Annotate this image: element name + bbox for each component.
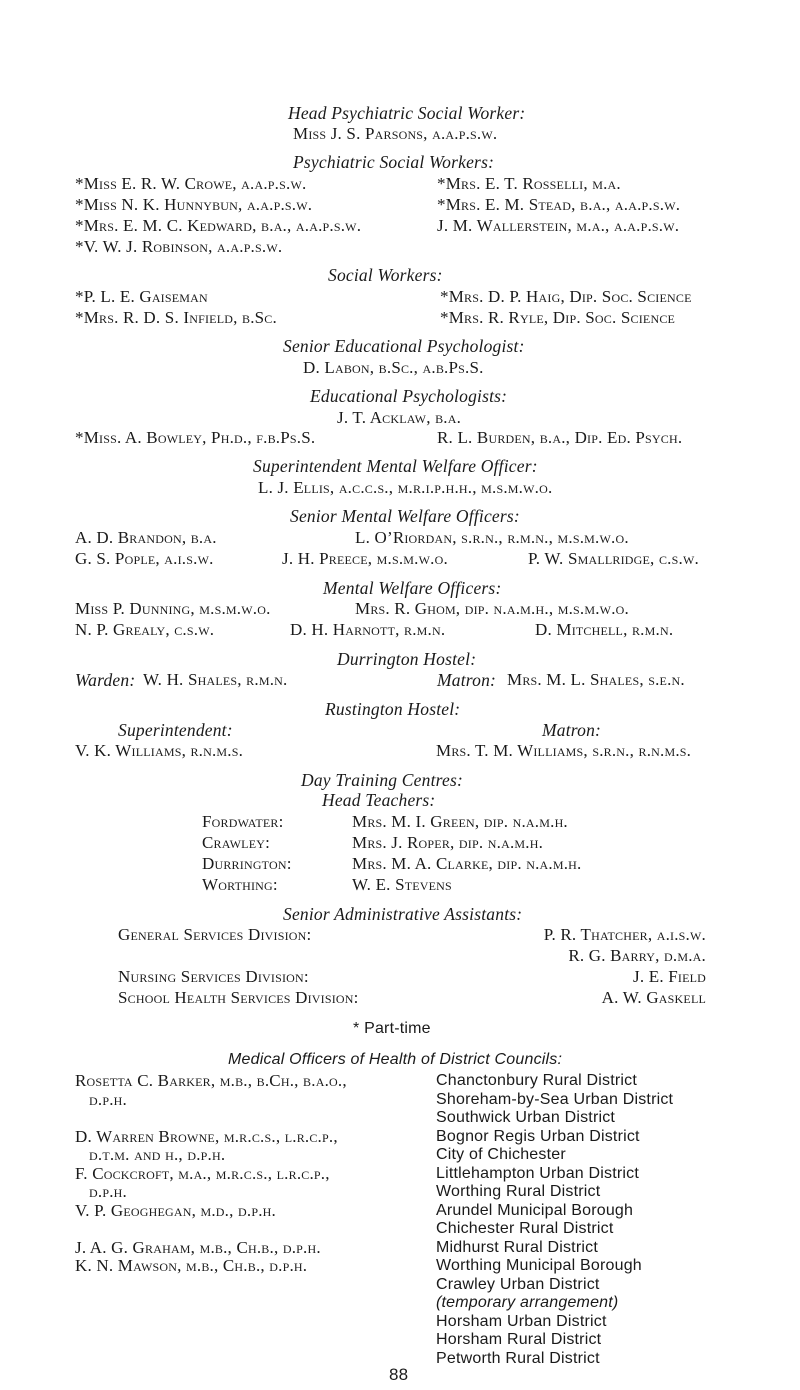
warden-label: Warden:: [75, 670, 136, 690]
sw-right-2: *Mrs. R. Ryle, Dip. Soc. Science: [440, 308, 676, 327]
moh-district-note: (temporary arrangement): [436, 1294, 619, 1311]
dtc-place-3: Durrington:: [202, 854, 292, 873]
dtc-place-2: Crawley:: [202, 833, 271, 852]
moh-district-6: Littlehampton Urban District: [436, 1164, 640, 1182]
moh-left-9: K. N. Mawson, m.b., Ch.b., d.p.h.: [75, 1256, 308, 1275]
heading-mwo: Mental Welfare Officers:: [323, 578, 502, 598]
gen-services-name-1: P. R. Thatcher, a.i.s.w.: [543, 925, 706, 944]
heading-head-teachers: Head Teachers:: [322, 790, 436, 810]
heading-senior-admin: Senior Administrative Assistants:: [283, 904, 523, 924]
supt-mwo-name: L. J. Ellis, a.c.c.s., m.r.i.p.h.h., m.s.m.w.o.: [258, 478, 553, 497]
psw-right-1: *Mrs. E. T. Rosselli, m.a.: [437, 174, 621, 193]
mwo-5: D. Mitchell, r.m.n.: [535, 620, 674, 639]
durrington-matron-name: Mrs. M. L. Shales, s.e.n.: [507, 670, 685, 689]
moh-district-2: Shoreham-by-Sea Urban District: [436, 1090, 674, 1108]
sw-left-2: *Mrs. R. D. S. Infield, b.Sc.: [75, 308, 277, 327]
mwo-2: Mrs. R. Ghom, dip. n.a.m.h., m.s.m.w.o.: [355, 599, 629, 618]
senior-mwo-1: A. D. Brandon, b.a.: [75, 528, 217, 547]
moh-district-3: Southwick Urban District: [436, 1109, 616, 1126]
rustington-sup-label: Superintendent:: [118, 720, 233, 740]
dtc-name-1: Mrs. M. I. Green, dip. n.a.m.h.: [352, 812, 568, 831]
heading-rustington-hostel: Rustington Hostel:: [325, 699, 461, 719]
ed-psych-right: R. L. Burden, b.a., Dip. Ed. Psych.: [437, 428, 683, 447]
moh-left-4: d.t.m. and h., d.p.h.: [89, 1145, 226, 1164]
heading-senior-mwo: Senior Mental Welfare Officers:: [290, 506, 520, 526]
dtc-name-3: Mrs. M. A. Clarke, dip. n.a.m.h.: [352, 854, 582, 873]
mwo-3: N. P. Grealy, c.s.w.: [75, 620, 215, 639]
mwo-4: D. H. Harnott, r.m.n.: [290, 620, 446, 639]
dtc-name-4: W. E. Stevens: [352, 875, 452, 894]
psw-left-4: *V. W. J. Robinson, a.a.p.s.w.: [75, 237, 283, 256]
senior-mwo-3: G. S. Pople, a.i.s.w.: [75, 549, 214, 568]
moh-district-7: Worthing Rural District: [436, 1183, 601, 1200]
moh-district-14: Horsham Rural District: [436, 1331, 602, 1348]
moh-district-12: Crawley Urban District: [436, 1275, 600, 1293]
part-time-note: * Part-time: [353, 1020, 431, 1037]
moh-left-7: V. P. Geoghegan, m.d., d.p.h.: [75, 1200, 276, 1220]
ed-psych-left: *Miss. A. Bowley, Ph.d., f.b.Ps.S.: [75, 428, 316, 447]
rustington-matron-name: Mrs. T. M. Williams, s.r.n., r.n.m.s.: [436, 741, 692, 760]
moh-district-11: Worthing Municipal Borough: [436, 1257, 642, 1274]
head-psw-name: Miss J. S. Parsons, a.a.p.s.w.: [293, 124, 498, 143]
psw-left-1: *Miss E. R. W. Crowe, a.a.p.s.w.: [75, 174, 307, 193]
nursing-services-label: Nursing Services Division:: [118, 967, 309, 986]
sw-left-1: *P. L. E. Gaiseman: [75, 287, 208, 306]
heading-durrington-hostel: Durrington Hostel:: [337, 649, 477, 669]
school-health-name: A. W. Gaskell: [601, 988, 706, 1007]
gen-services-name-2: R. G. Barry, d.m.a.: [568, 946, 706, 965]
moh-left-2: d.p.h.: [89, 1089, 127, 1109]
dtc-place-4: Worthing:: [202, 875, 278, 894]
moh-district-4: Bognor Regis Urban District: [436, 1127, 640, 1145]
moh-district-15: Petworth Rural District: [436, 1349, 600, 1367]
ed-psych-center: J. T. Acklaw, b.a.: [337, 408, 462, 427]
heading-psw: Psychiatric Social Workers:: [293, 152, 495, 172]
senior-mwo-5: P. W. Smallridge, c.s.w.: [528, 549, 699, 568]
heading-supt-mwo: Superintendent Mental Welfare Officer:: [253, 456, 538, 476]
mwo-1: Miss P. Dunning, m.s.m.w.o.: [75, 599, 271, 618]
heading-social-workers: Social Workers:: [328, 265, 443, 285]
warden-name: W. H. Shales, r.m.n.: [143, 670, 288, 689]
heading-senior-ed-psych: Senior Educational Psychologist:: [283, 336, 525, 356]
durrington-matron-label: Matron:: [437, 670, 497, 690]
moh-left-5: F. Cockcroft, m.a., m.r.c.s., l.r.c.p.,: [75, 1163, 330, 1183]
heading-ed-psych: Educational Psychologists:: [310, 386, 508, 406]
nursing-services-name: J. E. Field: [633, 967, 706, 986]
school-health-label: School Health Services Division:: [118, 988, 359, 1007]
moh-district-9: Chichester Rural District: [436, 1220, 614, 1237]
rustington-sup-name: V. K. Williams, r.n.m.s.: [75, 741, 244, 760]
senior-ed-psych-name: D. Labon, b.Sc., a.b.Ps.S.: [303, 358, 484, 377]
moh-district-10: Midhurst Rural District: [436, 1238, 598, 1256]
psw-right-2: *Mrs. E. M. Stead, b.a., a.a.p.s.w.: [437, 195, 681, 214]
page-number: 88: [389, 1365, 409, 1384]
heading-day-training: Day Training Centres:: [301, 770, 464, 790]
senior-mwo-4: J. H. Preece, m.s.m.w.o.: [282, 549, 448, 568]
psw-right-3: J. M. Wallerstein, m.a., a.a.p.s.w.: [437, 216, 680, 235]
psw-left-3: *Mrs. E. M. C. Kedward, b.a., a.a.p.s.w.: [75, 216, 362, 235]
psw-left-2: *Miss N. K. Hunnybun, a.a.p.s.w.: [75, 195, 313, 214]
dtc-place-1: Fordwater:: [202, 812, 284, 831]
moh-left-3: D. Warren Browne, m.r.c.s., l.r.c.p.,: [75, 1126, 338, 1146]
dtc-name-2: Mrs. J. Roper, dip. n.a.m.h.: [352, 833, 544, 852]
moh-district-13: Horsham Urban District: [436, 1312, 607, 1330]
heading-head-psw: Head Psychiatric Social Worker:: [288, 103, 526, 123]
sw-right-1: *Mrs. D. P. Haig, Dip. Soc. Science: [440, 287, 692, 306]
heading-moh: Medical Officers of Health of District Councils:: [228, 1051, 563, 1068]
senior-mwo-2: L. O’Riordan, s.r.n., r.m.n., m.s.m.w.o.: [355, 528, 629, 547]
moh-left-6: d.p.h.: [89, 1182, 127, 1201]
moh-district-5: City of Chichester: [436, 1146, 566, 1163]
gen-services-label: General Services Division:: [118, 925, 312, 944]
moh-district-1: Chanctonbury Rural District: [436, 1072, 638, 1089]
moh-left-8: J. A. G. Graham, m.b., Ch.b., d.p.h.: [75, 1237, 321, 1257]
moh-left-1: Rosetta C. Barker, m.b., b.Ch., b.a.o.,: [75, 1071, 347, 1090]
moh-district-8: Arundel Municipal Borough: [436, 1201, 634, 1219]
rustington-matron-label: Matron:: [542, 720, 602, 740]
